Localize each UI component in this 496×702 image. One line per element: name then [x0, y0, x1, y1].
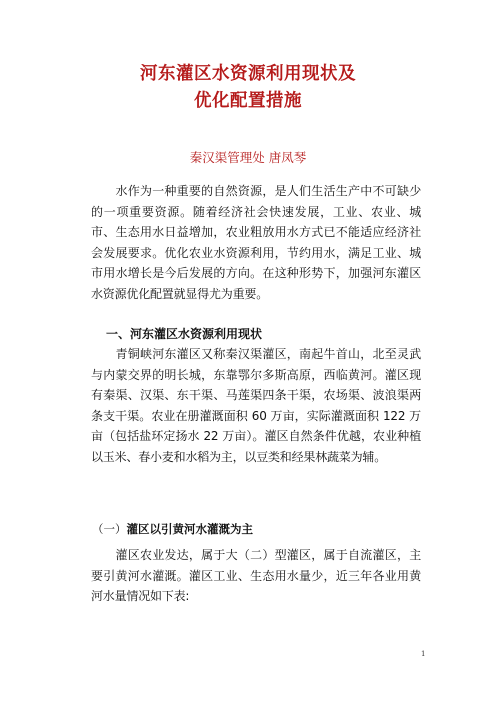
- subsection-1-number: （一）: [92, 522, 127, 536]
- intro-paragraph: 水作为一种重要的自然资源，是人们生活生产中不可缺少的一项重要资源。随着经济社会快速发展，工业、农业、城市、生态用水日益增加，农业粗放用水方式已不能适应经济社会发展要求。优化农业水资源利用，节约用水，满足工业、城市用水增长是今后发展的方向。在这种形势下，加强河东灌区水资源优化配置就显得尤为重要。: [91, 184, 421, 301]
- author-line: 秦汉渠管理处 唐凤琴: [189, 150, 307, 165]
- document-title-line-1: 河东灌区水资源利用现状及: [140, 64, 356, 84]
- subsection-1-paragraph: 灌区农业发达，属于大（二）型灌区，属于自流灌区，主要引黄河水灌溉。灌区工业、生态用水量少，近三年各业用黄河水量情况如下表:: [91, 548, 421, 604]
- section-1-paragraph: 青铜峡河东灌区又称秦汉渠灌区，南起牛首山，北至灵武与内蒙交界的明长城，东靠鄂尔多斯高原，西临黄河。灌区现有秦渠、汉渠、东干渠、马莲渠四条干渠，农场渠、波浪渠两条支干渠。农业在册灌溉面积 60 万亩，实际灌溉面积 122 万亩（包括盐环定扬水 22 万亩）。灌区自然条件优越，农业种植以玉米、春小麦和水稻为主，以豆类和经果林蔬菜为辅。: [91, 347, 421, 464]
- document-title-line-2: 优化配置措施: [194, 91, 302, 111]
- subsection-1-heading: [92, 520, 253, 538]
- page-number: 1: [421, 650, 426, 658]
- section-1-heading: 一、河东灌区水资源利用现状: [106, 327, 263, 341]
- subsection-1-title: 灌区以引黄河水灌溉为主: [126, 522, 253, 536]
